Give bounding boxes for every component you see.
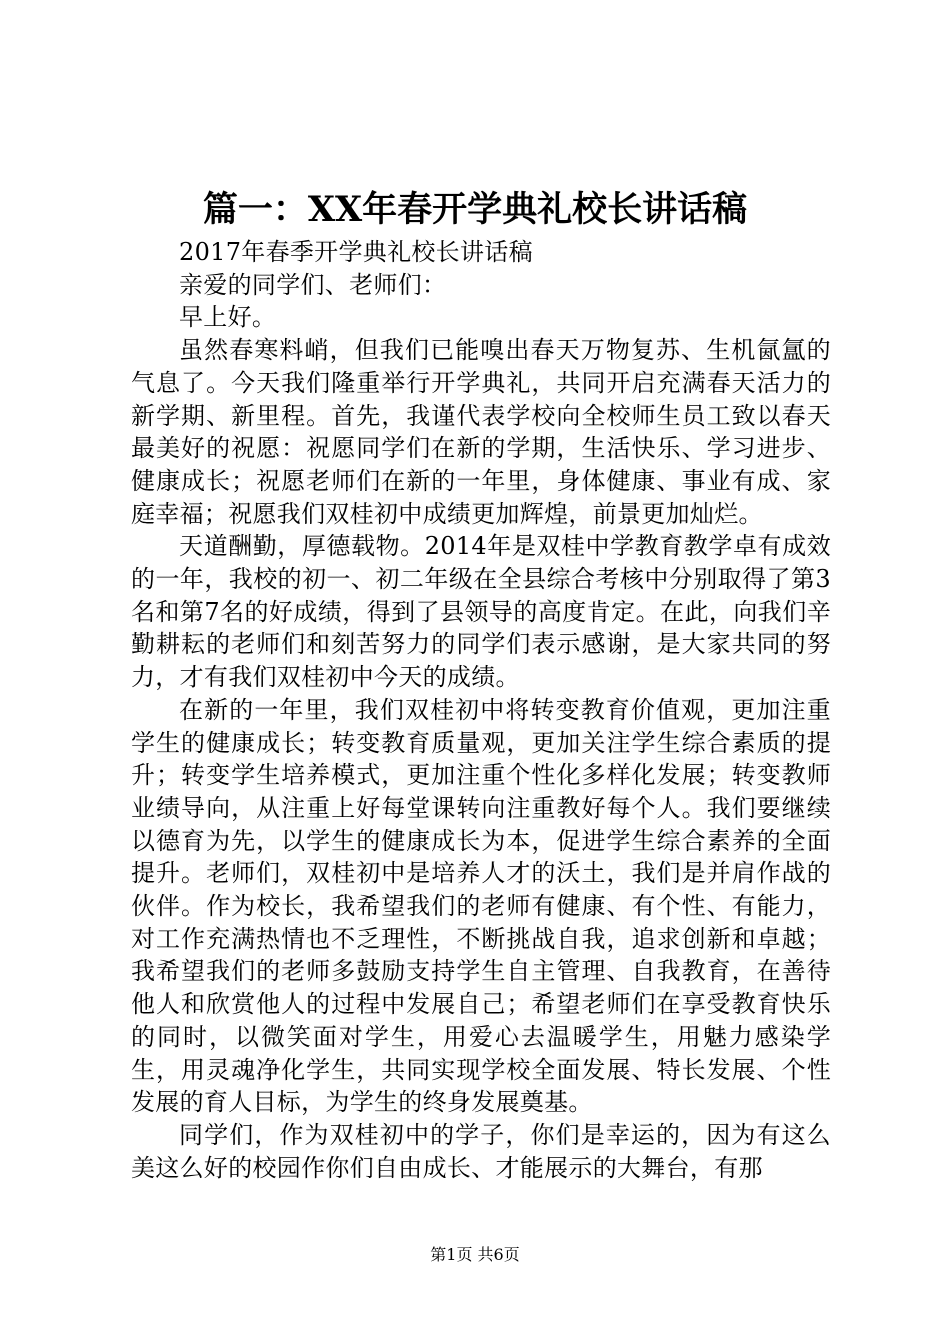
- body-paragraph-subtitle: 2017年春季开学典礼校长讲话稿: [179, 238, 533, 266]
- body-paragraph: 在新的一年里，我们双桂初中将转变教育价值观，更加注重学生的健康成长；转变教育质量观，更加关注学生综合素质的提升；转变学生培养模式，更加注重个性化多样化发展；转变教师业绩导向，从注重上好每堂课转向注重教好每个人。我们要继续以德育为先，以学生的健康成长为本，促进学生综合素养的全面提升。老师们，双桂初中是培养人才的沃土，我们是并肩作战的伙伴。作为校长，我希望我们的老师有健康、有个性、有能力，对工作充满热情也不乏理性，不断挑战自我，追求创新和卓越；我希望我们的老师多鼓励支持学生自主管理、自我教育，在善待他人和欣赏他人的过程中发展自己；希望老师们在享受教育快乐的同时，以微笑面对学生，用爱心去温暖学生，用魅力感染学生，用灵魂净化学生，共同实现学校全面发展、特长发展、个性发展的育人目标，为学生的终身发展奠基。: [131, 695, 831, 1117]
- body-paragraph-salutation: 亲爱的同学们、老师们：: [179, 270, 447, 299]
- body-paragraph: 同学们，作为双桂初中的学子，你们是幸运的，因为有这么美这么好的校园作你们自由成长、才能展示的大舞台，有那: [131, 1120, 831, 1182]
- body-paragraph: 天道酬勤，厚德载物。2014年是双桂中学教育教学卓有成效的一年，我校的初一、初二年级在全县综合考核中分别取得了第3名和第7名的好成绩，得到了县领导的高度肯定。在此，向我们辛勤耕耘的老师们和刻苦努力的同学们表示感谢，是大家共同的努力，才有我们双桂初中今天的成绩。: [131, 532, 831, 692]
- document-body: [131, 236, 831, 1184]
- body-paragraph-greeting: 早上好。: [179, 303, 277, 332]
- body-paragraph: 虽然春寒料峭，但我们已能嗅出春天万物复苏、生机氤氲的气息了。今天我们隆重举行开学典礼，共同开启充满春天活力的新学期、新里程。首先，我谨代表学校向全校师生员工致以春天最美好的祝愿：祝愿同学们在新的学期，生活快乐、学习进步、健康成长；祝愿老师们在新的一年里，身体健康、事业有成、家庭幸福；祝愿我们双桂初中成绩更加辉煌，前景更加灿烂。: [131, 336, 831, 528]
- page-number-footer: 第1页 共6页: [430, 1245, 520, 1264]
- document-title: 篇一：XX年春开学典礼校长讲话稿: [202, 189, 748, 230]
